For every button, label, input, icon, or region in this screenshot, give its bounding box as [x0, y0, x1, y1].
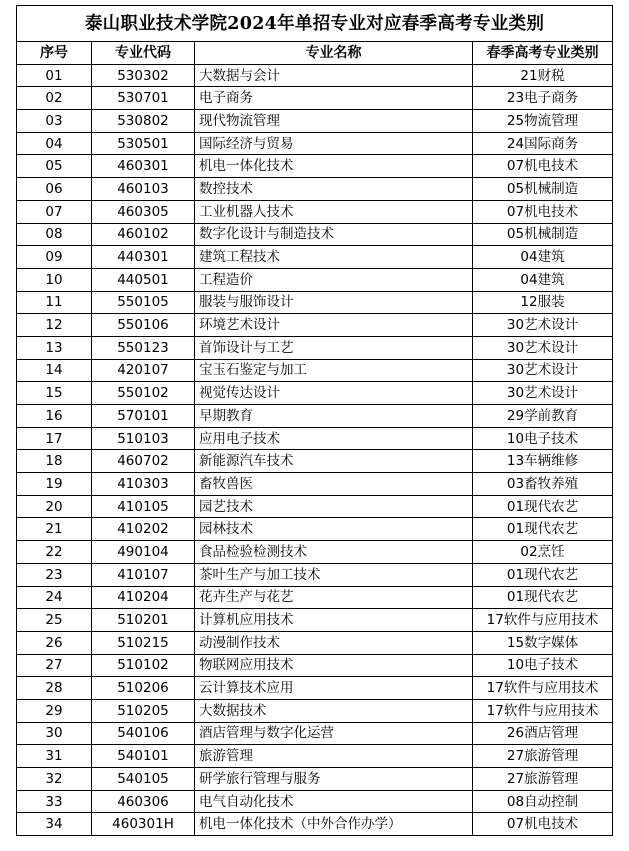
- row-major-name: 大数据技术: [195, 699, 473, 722]
- row-code: 460306: [92, 790, 195, 813]
- row-major-name: 畜牧兽医: [195, 473, 473, 496]
- row-code: 510103: [92, 427, 195, 450]
- row-seq: 04: [17, 132, 92, 155]
- row-seq: 07: [17, 200, 92, 223]
- row-seq: 14: [17, 359, 92, 382]
- row-category: 15数字媒体: [473, 631, 613, 654]
- header-name: 专业名称: [195, 42, 473, 65]
- row-major-name: 酒店管理与数字化运营: [195, 722, 473, 745]
- row-category: 27旅游管理: [473, 768, 613, 791]
- row-category: 24国际商务: [473, 132, 613, 155]
- document-sheet: [16, 5, 612, 836]
- row-category: 29学前教育: [473, 405, 613, 428]
- row-seq: 30: [17, 722, 92, 745]
- row-seq: 25: [17, 609, 92, 632]
- row-category: 17软件与应用技术: [473, 677, 613, 700]
- row-major-name: 茶叶生产与加工技术: [195, 563, 473, 586]
- row-category: 07机电技术: [473, 155, 613, 178]
- table-row: [17, 382, 613, 405]
- row-seq: 31: [17, 745, 92, 768]
- row-seq: 01: [17, 64, 92, 87]
- table-row: [17, 110, 613, 133]
- table-row: [17, 427, 613, 450]
- row-category: 05机械制造: [473, 178, 613, 201]
- row-category: 01现代农艺: [473, 495, 613, 518]
- row-seq: 32: [17, 768, 92, 791]
- row-code: 510205: [92, 699, 195, 722]
- row-code: 410303: [92, 473, 195, 496]
- table-row: [17, 631, 613, 654]
- row-seq: 22: [17, 541, 92, 564]
- row-category: 01现代农艺: [473, 518, 613, 541]
- row-code: 460702: [92, 450, 195, 473]
- table-row: [17, 813, 613, 836]
- row-category: 12服装: [473, 291, 613, 314]
- table-row: [17, 291, 613, 314]
- table-row: [17, 541, 613, 564]
- row-seq: 18: [17, 450, 92, 473]
- row-major-name: 动漫制作技术: [195, 631, 473, 654]
- row-major-name: 食品检验检测技术: [195, 541, 473, 564]
- row-seq: 09: [17, 246, 92, 269]
- header-seq: 序号: [17, 42, 92, 65]
- table-row: [17, 699, 613, 722]
- row-code: 420107: [92, 359, 195, 382]
- row-code: 530802: [92, 110, 195, 133]
- row-seq: 15: [17, 382, 92, 405]
- row-code: 540101: [92, 745, 195, 768]
- row-seq: 27: [17, 654, 92, 677]
- row-seq: 10: [17, 268, 92, 291]
- row-category: 10电子技术: [473, 427, 613, 450]
- header-category: 春季高考专业类别: [473, 42, 613, 65]
- row-major-name: 国际经济与贸易: [195, 132, 473, 155]
- table-row: [17, 745, 613, 768]
- table-row: [17, 790, 613, 813]
- row-seq: 20: [17, 495, 92, 518]
- row-major-name: 数控技术: [195, 178, 473, 201]
- header-row: [17, 42, 613, 65]
- row-category: 05机械制造: [473, 223, 613, 246]
- row-seq: 28: [17, 677, 92, 700]
- row-major-name: 环境艺术设计: [195, 314, 473, 337]
- row-major-name: 研学旅行管理与服务: [195, 768, 473, 791]
- row-code: 510102: [92, 654, 195, 677]
- row-major-name: 视觉传达设计: [195, 382, 473, 405]
- row-code: 510201: [92, 609, 195, 632]
- row-major-name: 电气自动化技术: [195, 790, 473, 813]
- row-code: 530302: [92, 64, 195, 87]
- row-code: 490104: [92, 541, 195, 564]
- row-seq: 33: [17, 790, 92, 813]
- row-major-name: 大数据与会计: [195, 64, 473, 87]
- row-code: 410202: [92, 518, 195, 541]
- major-category-table: [16, 5, 613, 836]
- row-code: 410107: [92, 563, 195, 586]
- title-row: [17, 6, 613, 42]
- table-row: [17, 64, 613, 87]
- row-code: 440501: [92, 268, 195, 291]
- row-code: 550106: [92, 314, 195, 337]
- row-category: 07机电技术: [473, 200, 613, 223]
- table-row: [17, 200, 613, 223]
- row-category: 07机电技术: [473, 813, 613, 836]
- row-major-name: 园艺技术: [195, 495, 473, 518]
- table-row: [17, 223, 613, 246]
- row-major-name: 工程造价: [195, 268, 473, 291]
- row-seq: 26: [17, 631, 92, 654]
- row-code: 550105: [92, 291, 195, 314]
- row-major-name: 服装与服饰设计: [195, 291, 473, 314]
- table-row: [17, 268, 613, 291]
- row-seq: 12: [17, 314, 92, 337]
- table-row: [17, 155, 613, 178]
- row-major-name: 园林技术: [195, 518, 473, 541]
- row-major-name: 工业机器人技术: [195, 200, 473, 223]
- table-row: [17, 654, 613, 677]
- row-category: 03畜牧养殖: [473, 473, 613, 496]
- row-seq: 05: [17, 155, 92, 178]
- row-code: 540106: [92, 722, 195, 745]
- row-major-name: 机电一体化技术: [195, 155, 473, 178]
- row-category: 04建筑: [473, 268, 613, 291]
- table-row: [17, 450, 613, 473]
- row-code: 460102: [92, 223, 195, 246]
- row-category: 25物流管理: [473, 110, 613, 133]
- row-seq: 23: [17, 563, 92, 586]
- row-seq: 34: [17, 813, 92, 836]
- row-category: 21财税: [473, 64, 613, 87]
- row-code: 410204: [92, 586, 195, 609]
- table-row: [17, 495, 613, 518]
- table-row: [17, 314, 613, 337]
- table-row: [17, 336, 613, 359]
- row-code: 460301H: [92, 813, 195, 836]
- row-category: 17软件与应用技术: [473, 609, 613, 632]
- row-major-name: 计算机应用技术: [195, 609, 473, 632]
- row-code: 550123: [92, 336, 195, 359]
- row-seq: 13: [17, 336, 92, 359]
- row-category: 30艺术设计: [473, 314, 613, 337]
- table-row: [17, 677, 613, 700]
- row-code: 530701: [92, 87, 195, 110]
- row-code: 510215: [92, 631, 195, 654]
- row-category: 30艺术设计: [473, 336, 613, 359]
- table-body: [17, 64, 613, 835]
- row-category: 08自动控制: [473, 790, 613, 813]
- table-row: [17, 473, 613, 496]
- table-row: [17, 563, 613, 586]
- row-seq: 08: [17, 223, 92, 246]
- table-title: 泰山职业技术学院2024年单招专业对应春季高考专业类别: [17, 6, 613, 42]
- row-major-name: 建筑工程技术: [195, 246, 473, 269]
- row-seq: 21: [17, 518, 92, 541]
- row-major-name: 数字化设计与制造技术: [195, 223, 473, 246]
- row-category: 10电子技术: [473, 654, 613, 677]
- row-major-name: 应用电子技术: [195, 427, 473, 450]
- row-code: 460301: [92, 155, 195, 178]
- row-code: 540105: [92, 768, 195, 791]
- row-seq: 11: [17, 291, 92, 314]
- row-category: 26酒店管理: [473, 722, 613, 745]
- row-category: 30艺术设计: [473, 359, 613, 382]
- row-seq: 03: [17, 110, 92, 133]
- row-category: 23电子商务: [473, 87, 613, 110]
- row-category: 30艺术设计: [473, 382, 613, 405]
- row-category: 01现代农艺: [473, 563, 613, 586]
- row-category: 04建筑: [473, 246, 613, 269]
- table-row: [17, 586, 613, 609]
- row-code: 570101: [92, 405, 195, 428]
- row-code: 530501: [92, 132, 195, 155]
- table-row: [17, 359, 613, 382]
- row-code: 460103: [92, 178, 195, 201]
- row-major-name: 电子商务: [195, 87, 473, 110]
- row-category: 01现代农艺: [473, 586, 613, 609]
- table-row: [17, 246, 613, 269]
- row-major-name: 旅游管理: [195, 745, 473, 768]
- row-major-name: 花卉生产与花艺: [195, 586, 473, 609]
- row-category: 02烹饪: [473, 541, 613, 564]
- row-code: 410105: [92, 495, 195, 518]
- row-major-name: 机电一体化技术（中外合作办学）: [195, 813, 473, 836]
- table-row: [17, 609, 613, 632]
- table-row: [17, 178, 613, 201]
- row-code: 510206: [92, 677, 195, 700]
- row-category: 17软件与应用技术: [473, 699, 613, 722]
- table-row: [17, 405, 613, 428]
- row-major-name: 新能源汽车技术: [195, 450, 473, 473]
- row-seq: 16: [17, 405, 92, 428]
- row-major-name: 物联网应用技术: [195, 654, 473, 677]
- row-seq: 24: [17, 586, 92, 609]
- row-major-name: 宝玉石鉴定与加工: [195, 359, 473, 382]
- row-major-name: 云计算技术应用: [195, 677, 473, 700]
- table-row: [17, 768, 613, 791]
- row-seq: 02: [17, 87, 92, 110]
- header-code: 专业代码: [92, 42, 195, 65]
- table-row: [17, 87, 613, 110]
- row-code: 440301: [92, 246, 195, 269]
- row-seq: 19: [17, 473, 92, 496]
- row-major-name: 现代物流管理: [195, 110, 473, 133]
- row-category: 13车辆维修: [473, 450, 613, 473]
- row-category: 27旅游管理: [473, 745, 613, 768]
- row-seq: 06: [17, 178, 92, 201]
- row-code: 550102: [92, 382, 195, 405]
- table-row: [17, 518, 613, 541]
- row-major-name: 首饰设计与工艺: [195, 336, 473, 359]
- table-row: [17, 132, 613, 155]
- row-code: 460305: [92, 200, 195, 223]
- row-seq: 29: [17, 699, 92, 722]
- table-row: [17, 722, 613, 745]
- row-major-name: 早期教育: [195, 405, 473, 428]
- row-seq: 17: [17, 427, 92, 450]
